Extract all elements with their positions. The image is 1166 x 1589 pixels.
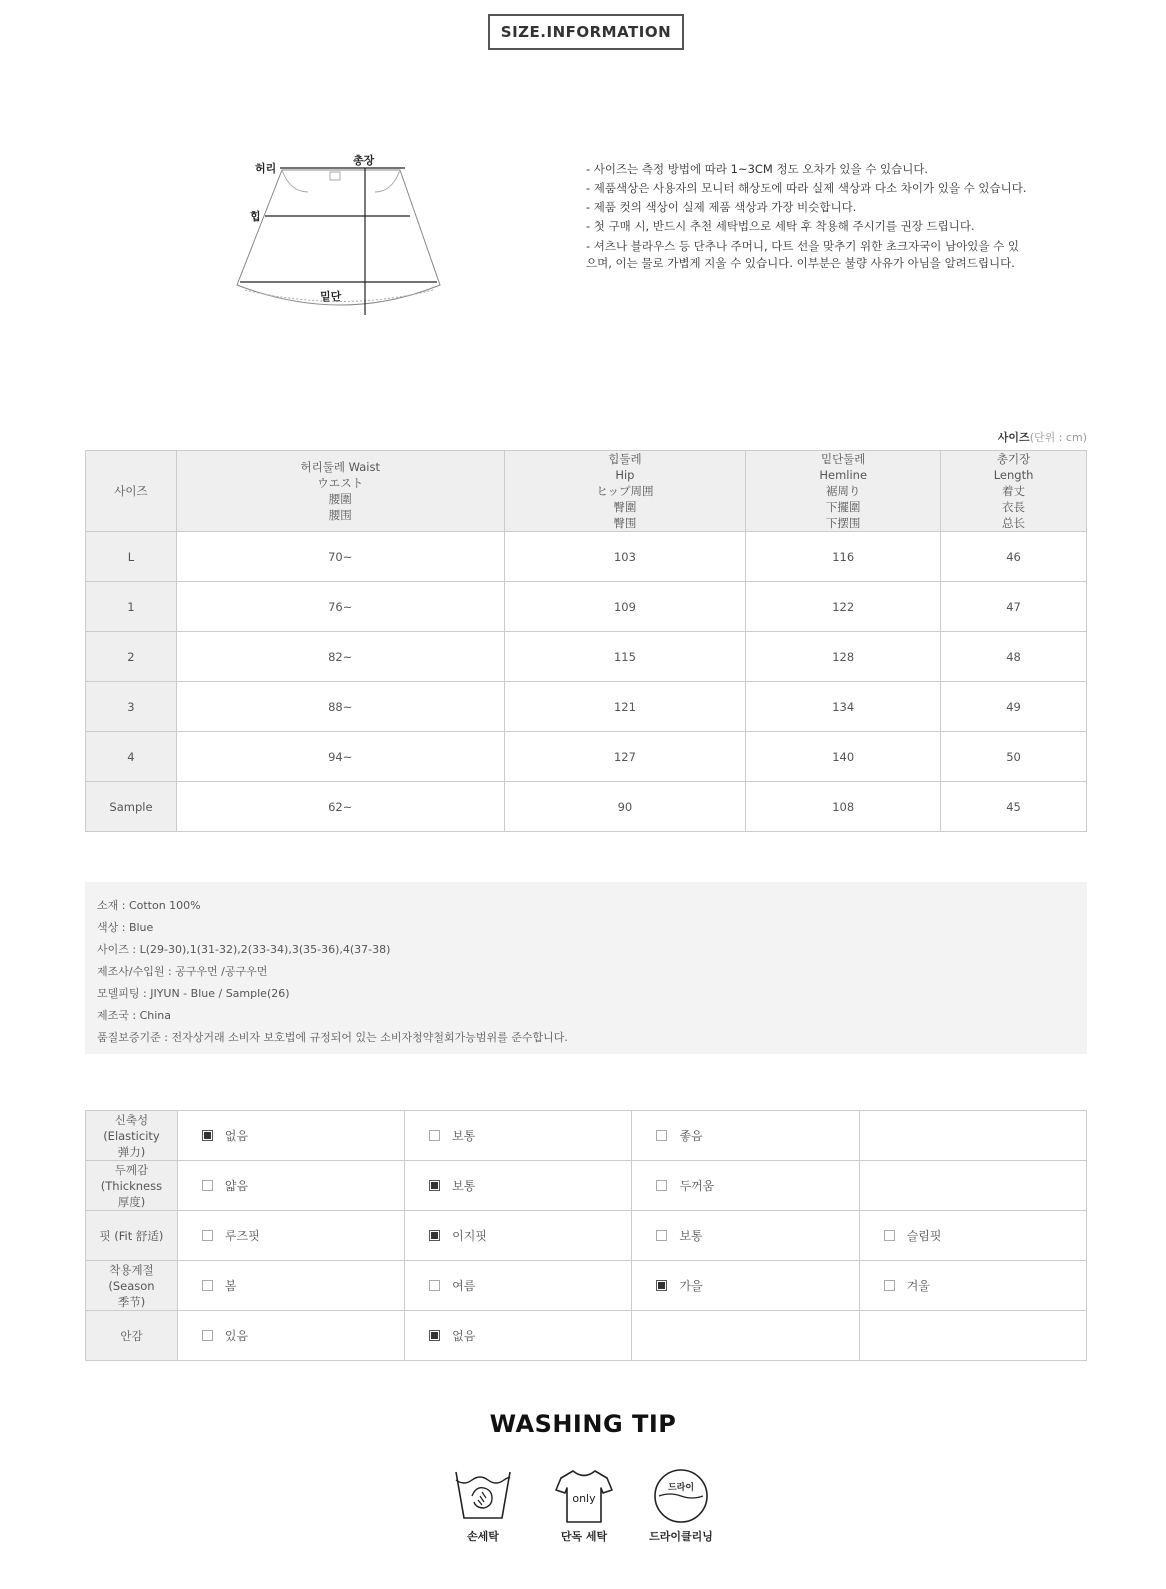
header-line: 下擺圍 bbox=[825, 500, 861, 514]
note-line: - 제품 컷의 색상이 실제 제품 색상과 가장 비슷합니다. bbox=[586, 200, 857, 214]
elasticity-row bbox=[86, 1111, 1087, 1161]
hemline-cell: 134 bbox=[746, 682, 941, 732]
label-line: 핏 (Fit 舒适) bbox=[99, 1228, 164, 1243]
length-cell: 48 bbox=[941, 632, 1087, 682]
header-line: Length bbox=[993, 468, 1034, 482]
waist-label: 허리 bbox=[255, 162, 277, 175]
washing-tip-title: WASHING TIP bbox=[489, 1410, 677, 1438]
wash-separately-tip bbox=[539, 1468, 629, 1544]
size-cell: L bbox=[86, 532, 177, 582]
material-info: 소재 : Cotton 100% bbox=[97, 899, 201, 912]
season-row bbox=[86, 1261, 1087, 1311]
label-line: 弹力) bbox=[117, 1144, 146, 1159]
attribute-label bbox=[86, 1161, 178, 1211]
option-label: 보통 bbox=[452, 1129, 476, 1143]
attribute-label bbox=[86, 1311, 178, 1361]
checkbox-checked[interactable] bbox=[429, 1180, 440, 1191]
note-line: - 사이즈는 측정 방법에 따라 1~3CM 정도 오차가 있을 수 있습니다. bbox=[586, 162, 929, 176]
hip-cell: 127 bbox=[504, 732, 746, 782]
dry-badge: 드라이 bbox=[667, 1483, 695, 1493]
header-line: 腰圍 bbox=[328, 492, 352, 506]
hand-wash-icon bbox=[452, 1468, 514, 1524]
header-line: Hip bbox=[615, 468, 635, 482]
hemline-cell: 116 bbox=[746, 532, 941, 582]
size-cell: 3 bbox=[86, 682, 177, 732]
hip-label: 힙 bbox=[250, 210, 261, 223]
size-cell: Sample bbox=[86, 782, 177, 832]
note-line: - 제품색상은 사용자의 모니터 해상도에 따라 실제 색상과 다소 차이가 있을 수 있습니다. bbox=[586, 181, 1027, 195]
fit-row bbox=[86, 1211, 1087, 1261]
checkbox[interactable] bbox=[202, 1230, 213, 1241]
option-cell[interactable] bbox=[632, 1111, 859, 1161]
skirt-diagram-drawing bbox=[235, 150, 450, 325]
option-cell[interactable] bbox=[859, 1261, 1086, 1311]
length-cell: 45 bbox=[941, 782, 1087, 832]
empty-cell bbox=[632, 1311, 859, 1361]
checkbox-checked[interactable] bbox=[202, 1130, 213, 1141]
header-line: ウエスト bbox=[317, 476, 364, 490]
length-column-header bbox=[941, 451, 1087, 532]
hem-label: 밑단 bbox=[320, 290, 342, 303]
length-cell: 46 bbox=[941, 532, 1087, 582]
table-row bbox=[86, 582, 1087, 632]
table-row bbox=[86, 682, 1087, 732]
hip-cell: 109 bbox=[504, 582, 746, 632]
option-cell[interactable] bbox=[177, 1311, 404, 1361]
option-label: 보통 bbox=[679, 1229, 703, 1243]
unit-label bbox=[998, 429, 1087, 445]
option-label: 겨울 bbox=[906, 1279, 930, 1293]
unit-title: 사이즈 bbox=[997, 431, 1030, 444]
dry-clean-tip bbox=[636, 1468, 726, 1544]
size-notes bbox=[586, 160, 1086, 270]
skirt-diagram bbox=[235, 150, 450, 325]
wash-separately-label: 단독 세탁 bbox=[560, 1530, 608, 1543]
header-line: 밑단둘레 bbox=[820, 452, 866, 466]
lining-row bbox=[86, 1311, 1087, 1361]
attribute-label bbox=[86, 1261, 178, 1311]
size-column-header: 사이즈 bbox=[86, 451, 177, 532]
wash-separately-icon bbox=[553, 1468, 615, 1524]
hip-cell: 121 bbox=[504, 682, 746, 732]
header-line: 下摆围 bbox=[825, 516, 861, 530]
table-row bbox=[86, 732, 1087, 782]
note-line: 으며, 이는 물로 가볍게 지울 수 있습니다. 이부분은 불량 사유가 아님을 알려드립니다. bbox=[586, 256, 1015, 270]
attribute-label bbox=[86, 1211, 178, 1261]
model-fitting-info: 모델피팅 : JIYUN - Blue / Sample(26) bbox=[97, 987, 290, 1000]
header-line: 衣長 bbox=[1002, 500, 1026, 514]
waist-cell: 70~ bbox=[176, 532, 504, 582]
waist-cell: 62~ bbox=[176, 782, 504, 832]
option-cell[interactable] bbox=[177, 1211, 404, 1261]
header-line: 臀围 bbox=[613, 516, 637, 530]
option-cell[interactable] bbox=[632, 1261, 859, 1311]
option-label: 루즈핏 bbox=[224, 1229, 260, 1243]
option-cell[interactable] bbox=[859, 1211, 1086, 1261]
waist-cell: 76~ bbox=[176, 582, 504, 632]
waist-cell: 94~ bbox=[176, 732, 504, 782]
origin-info: 제조국 : China bbox=[97, 1009, 171, 1022]
header-line: 腰围 bbox=[328, 508, 352, 522]
option-cell[interactable] bbox=[177, 1261, 404, 1311]
table-row bbox=[86, 632, 1087, 682]
dry-clean-icon bbox=[650, 1468, 712, 1524]
checkbox[interactable] bbox=[202, 1180, 213, 1191]
checkbox[interactable] bbox=[429, 1280, 440, 1291]
product-info-box bbox=[85, 882, 1087, 1054]
checkbox-checked[interactable] bbox=[656, 1280, 667, 1291]
option-label: 이지핏 bbox=[452, 1229, 487, 1243]
quality-guarantee-info: 품질보증기준 : 전자상거래 소비자 보호법에 규정되어 있는 소비자청약철회가능범위를 준수합니다. bbox=[97, 1031, 568, 1044]
label-line: 신축성 (Elasticity bbox=[103, 1112, 160, 1143]
option-cell[interactable] bbox=[632, 1211, 859, 1261]
option-label: 가을 bbox=[679, 1279, 703, 1293]
waist-cell: 82~ bbox=[176, 632, 504, 682]
empty-cell bbox=[859, 1111, 1086, 1161]
table-row bbox=[86, 532, 1087, 582]
checkbox[interactable] bbox=[202, 1330, 213, 1341]
hip-cell: 115 bbox=[504, 632, 746, 682]
header-line: 힙둘레 bbox=[608, 452, 642, 466]
length-cell: 50 bbox=[941, 732, 1087, 782]
length-cell: 49 bbox=[941, 682, 1087, 732]
option-label: 있음 bbox=[224, 1329, 249, 1343]
checkbox[interactable] bbox=[884, 1230, 895, 1241]
hemline-cell: 108 bbox=[746, 782, 941, 832]
checkbox[interactable] bbox=[429, 1130, 440, 1141]
size-info: 사이즈 : L(29-30),1(31-32),2(33-34),3(35-36),4(37-38) bbox=[97, 943, 391, 956]
header-line: 裾周り bbox=[825, 484, 861, 498]
option-label: 없음 bbox=[452, 1329, 476, 1343]
option-label: 좋음 bbox=[679, 1129, 703, 1143]
checkbox[interactable] bbox=[202, 1280, 213, 1291]
hand-wash-tip bbox=[438, 1468, 528, 1544]
waist-column-header bbox=[176, 451, 504, 532]
waist-cell: 88~ bbox=[176, 682, 504, 732]
size-cell: 1 bbox=[86, 582, 177, 632]
option-label: 봄 bbox=[224, 1279, 237, 1293]
checkbox[interactable] bbox=[656, 1230, 667, 1241]
header-line: 总长 bbox=[1002, 516, 1026, 530]
size-table bbox=[85, 450, 1087, 832]
option-label: 슬림핏 bbox=[906, 1229, 942, 1243]
option-label: 보통 bbox=[452, 1179, 476, 1193]
checkbox-checked[interactable] bbox=[429, 1230, 440, 1241]
attribute-label bbox=[86, 1111, 178, 1161]
checkbox-checked[interactable] bbox=[429, 1330, 440, 1341]
product-attributes-table bbox=[85, 1110, 1087, 1361]
thickness-row bbox=[86, 1161, 1087, 1211]
unit-value: (단위 : cm) bbox=[1029, 431, 1087, 444]
hemline-cell: 128 bbox=[746, 632, 941, 682]
hemline-cell: 122 bbox=[746, 582, 941, 632]
checkbox[interactable] bbox=[656, 1180, 667, 1191]
label-line: 두께감 (Thickness bbox=[100, 1162, 163, 1193]
header-line: 着丈 bbox=[1002, 484, 1026, 498]
hand-wash-label: 손세탁 bbox=[467, 1530, 499, 1543]
option-cell[interactable] bbox=[632, 1161, 859, 1211]
checkbox[interactable] bbox=[656, 1130, 667, 1141]
empty-cell bbox=[859, 1161, 1086, 1211]
size-information-title: SIZE.INFORMATION bbox=[488, 14, 684, 50]
size-cell: 4 bbox=[86, 732, 177, 782]
label-line: 착용계절 (Season bbox=[108, 1262, 155, 1293]
option-label: 두꺼움 bbox=[679, 1179, 715, 1193]
option-cell[interactable] bbox=[405, 1211, 632, 1261]
header-line: 총기장 bbox=[996, 452, 1031, 466]
header-line: ヒップ周囲 bbox=[596, 484, 654, 498]
header-line: 臀圍 bbox=[613, 500, 637, 514]
option-cell[interactable] bbox=[405, 1161, 632, 1211]
option-cell[interactable] bbox=[405, 1311, 632, 1361]
label-line: 안감 bbox=[120, 1328, 143, 1343]
header-line: 허리둘레 Waist bbox=[300, 460, 380, 474]
note-line: - 첫 구매 시, 반드시 추천 세탁법으로 세탁 후 착용해 주시기를 권장 드립니다. bbox=[586, 219, 975, 233]
size-table-header bbox=[86, 451, 1087, 532]
color-info: 색상 : Blue bbox=[97, 921, 154, 934]
note-line: - 셔츠나 블라우스 등 단추나 주머니, 다트 선을 맞추기 위한 초크자국이 남아있을 수 있 bbox=[586, 239, 1020, 253]
option-label: 여름 bbox=[452, 1279, 476, 1293]
header-line: Hemline bbox=[819, 468, 868, 482]
option-cell[interactable] bbox=[405, 1261, 632, 1311]
only-badge: only bbox=[572, 1492, 596, 1505]
hip-cell: 90 bbox=[504, 782, 746, 832]
checkbox[interactable] bbox=[884, 1280, 895, 1291]
manufacturer-info: 제조사/수입원 : 공구우먼 /공구우먼 bbox=[97, 965, 268, 978]
hip-cell: 103 bbox=[504, 532, 746, 582]
option-label: 없음 bbox=[224, 1129, 249, 1143]
length-label: 총장 bbox=[353, 154, 375, 167]
label-line: 厚度) bbox=[117, 1194, 146, 1209]
option-cell[interactable] bbox=[177, 1111, 404, 1161]
option-cell[interactable] bbox=[177, 1161, 404, 1211]
length-cell: 47 bbox=[941, 582, 1087, 632]
size-cell: 2 bbox=[86, 632, 177, 682]
hemline-cell: 140 bbox=[746, 732, 941, 782]
option-label: 얇음 bbox=[224, 1179, 249, 1193]
label-line: 季节) bbox=[117, 1294, 146, 1309]
hemline-column-header bbox=[746, 451, 941, 532]
table-row bbox=[86, 782, 1087, 832]
hip-column-header bbox=[504, 451, 746, 532]
empty-cell bbox=[859, 1311, 1086, 1361]
option-cell[interactable] bbox=[405, 1111, 632, 1161]
dry-clean-label: 드라이클리닝 bbox=[649, 1530, 713, 1543]
